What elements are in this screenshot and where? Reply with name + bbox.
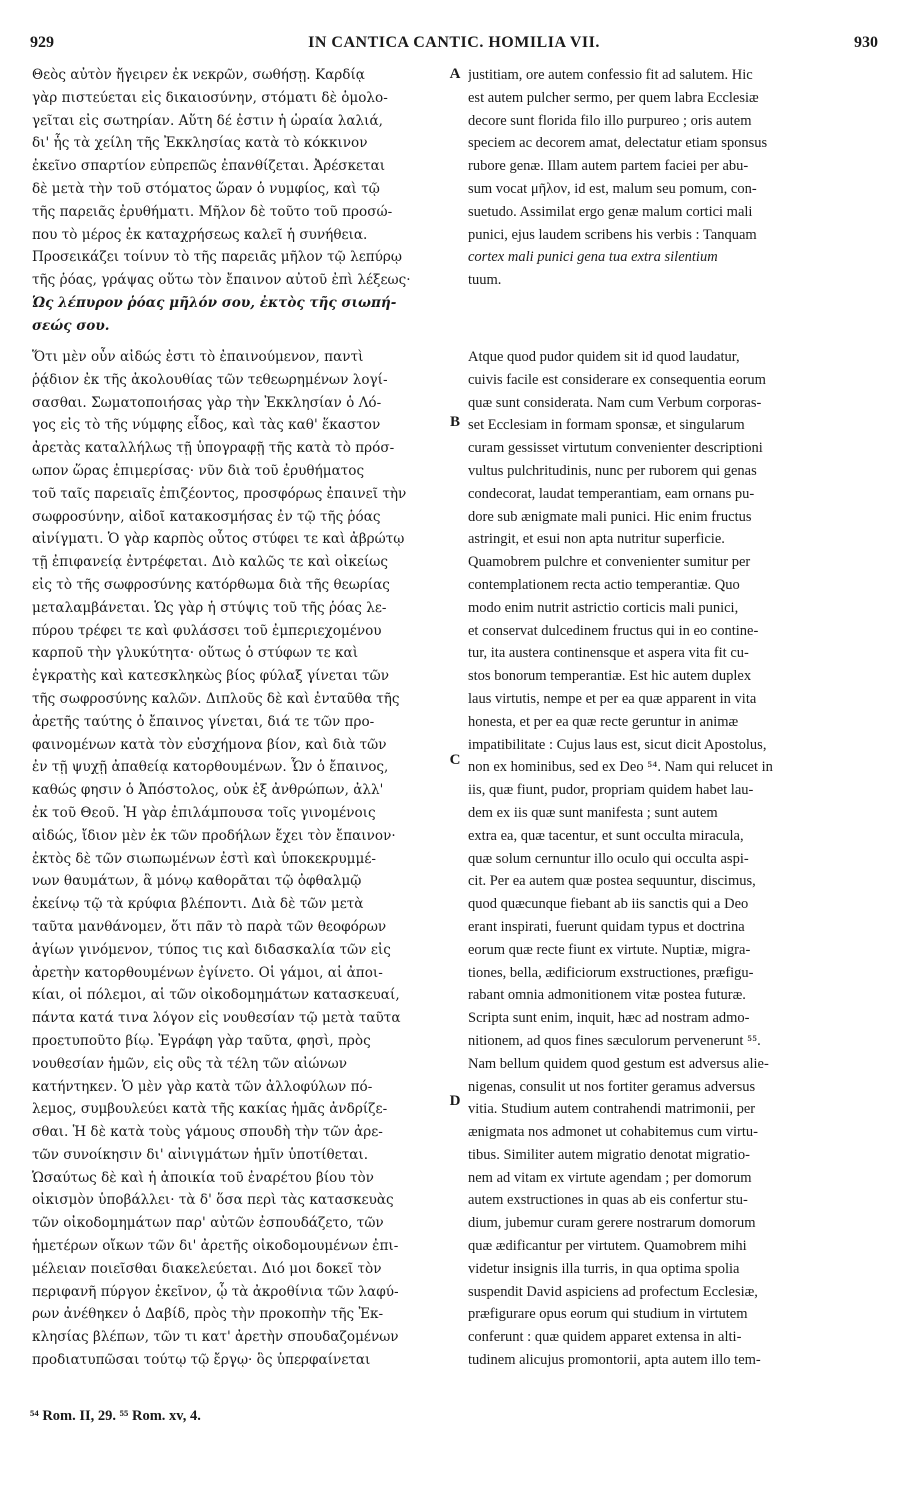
text-line: αἰδώς, ἴδιον μὲν ἐκ τῶν προδήλων ἔχει τὸν ἔπαινον·: [32, 827, 396, 844]
text-line: Quamobrem pulchre et convenienter sumitur per: [468, 554, 751, 571]
text-line: σασθαι. Σωματοποιήσας γὰρ τὴν Ἐκκλησίαν ὁ Λό-: [32, 394, 382, 411]
latin-main-column: [468, 346, 880, 1372]
text-line: κίαι, οἱ πόλεμοι, αἱ τῶν οἰκοδομημάτων κατασκευαί,: [32, 987, 400, 1004]
text-line: suspendit David aspiciens ad profectum Ecclesiæ,: [468, 1283, 758, 1300]
text-line: τῆς σωφροσύνης καλῶν. Διπλοῦς δὲ καὶ ἐνταῦθα τῆς: [32, 690, 400, 707]
text-line: curam gessisset virtutum convenienter descriptioni: [468, 440, 763, 457]
text-line: tuum.: [468, 272, 502, 289]
right-page-number: 930: [854, 34, 878, 51]
text-line: τῆς παρειᾶς ἐρυθήματι. Μῆλον δὲ τοῦτο τοῦ προσώ-: [32, 203, 393, 220]
margin-marker-a: A: [449, 66, 461, 82]
margin-marker-b: B: [449, 414, 460, 430]
text-line: dore sub ænigmate mali punici. Hic enim fructus: [468, 508, 752, 525]
text-line: πάντα κατά τινα λόγον εἰς νουθεσίαν τῷ μετὰ ταῦτα: [32, 1010, 401, 1027]
text-line: ἐν τῇ ψυχῇ ἀπαθείᾳ κατορθουμένων. Ὧν ὁ ἔπαινος,: [32, 759, 389, 776]
text-line: astringit, et esui non apta nutritur superficie.: [468, 531, 725, 548]
text-line: ρων ἀνέθηκεν ὁ Δαβίδ, πρὸς τὴν προκοπὴν τῆς Ἐκ-: [32, 1306, 384, 1323]
text-line: tur, ita austera continensque et aspera vita fit cu-: [468, 645, 749, 662]
margin-marker-c: C: [449, 752, 461, 768]
text-line: nem ad vitam ex virtute agendam ; per domorum: [468, 1169, 752, 1186]
text-line: extra ea, quæ tacentur, et sunt occulta miracula,: [468, 827, 744, 844]
text-line: modo enim nutrit astrictio corticis mali punici,: [468, 599, 739, 616]
text-line: quæ sunt considerata. Nam cum Verbum corporas-: [468, 394, 762, 411]
text-line: contemplationem recta actio temperantiæ. Quo: [468, 576, 740, 593]
text-line: ἁγίων γινόμενον, τύπος τις καὶ διδασκαλία τῶν εἰς: [32, 941, 391, 958]
text-line: προετυποῦτο βίῳ. Ἐγράφη γὰρ ταῦτα, φησὶ, πρὸς: [32, 1032, 371, 1049]
text-line: περιφανῆ πύργον ἐκεῖνον, ᾧ τὰ ἀκροθίνια τῶν λαφύ-: [32, 1283, 399, 1300]
text-line: ἐκεῖνο σπαρτίον εὐπρεπῶς ἐπανθίζεται. Ἀρέσκεται: [32, 158, 386, 175]
text-line: καρποῦ τὴν γλυκύτητα· οὕτως ὁ στύφων τε καὶ: [32, 645, 359, 662]
text-line: ἀρετὴν κατορθουμένων ἐγίνετο. Οἱ γάμοι, αἱ ἀποι-: [32, 964, 383, 981]
text-line: τῆς ῥόας, γράψας οὕτω τὸν ἔπαινον αὐτοῦ ἐπὶ λέξεως·: [32, 272, 411, 289]
text-line: rabant omnia admonitionem vitæ postea futuræ.: [468, 987, 746, 1004]
text-line: ἐκείνῳ τῷ τὰ κρύφια βλέποντι. Διὰ δὲ τῶν μετὰ: [32, 896, 364, 913]
text-line: autem exstructiones in quas ab eis confertur stu-: [468, 1192, 748, 1209]
text-line: πύρου τρέφει τε καὶ φυλάσσει τοῦ ἐμπεριεχομένου: [32, 622, 382, 639]
text-line: προδιατυπῶσαι τούτῳ τῷ ἔργῳ· ὃς ὑπερφαίνεται: [32, 1352, 371, 1369]
text-line: Ὅτι μὲν οὖν αἰδώς ἐστι τὸ ἐπαινούμενον, παντὶ: [32, 349, 364, 365]
text-line: nitionem, ad quos fines sæculorum pervenerunt ⁵⁵.: [468, 1032, 761, 1049]
text-line: impatibilitate : Cujus laus est, sicut dicit Apostolus,: [468, 736, 767, 753]
text-line: stos bonorum temperantiæ. Est hic autem duplex: [468, 668, 752, 685]
text-line: τῇ ἐπιφανείᾳ ἐντρέφεται. Διὸ καλῶς τε καὶ οἰκείως: [32, 554, 388, 571]
text-line: ωπον ὥρας ἐπιμερίσας· νῦν διὰ τοῦ ἐρυθήματος: [32, 462, 365, 479]
text-line: punici, ejus laudem scribens his verbis : Tanquam: [468, 226, 757, 243]
text-line: τῶν οἰκοδομημάτων παρ' αὐτῶν ἐσπουδάζετο, τῶν: [32, 1215, 384, 1232]
text-line: ἐκ τοῦ Θεοῦ. Ἡ γὰρ ἐπιλάμπουσα τοῖς γινομένοις: [32, 804, 376, 821]
text-line: tiones, bella, ædificiorum exstructiones, præfigu-: [468, 964, 754, 981]
text-line: videtur insignis illa turris, in qua optima spolia: [468, 1260, 740, 1277]
text-line: condecorat, laudat temperantiam, eam ornans pu-: [468, 485, 755, 502]
text-line: quod quæcunque fiebant ab iis sanctis qui a Deo: [468, 896, 749, 913]
text-line: ταῦτα μανθάνομεν, ὅτι πᾶν τὸ παρὰ τῶν θεοφόρων: [32, 918, 387, 935]
text-line: σεώς σου.: [32, 317, 110, 334]
text-line: decore sunt florida filo illo purpureo ; oris autem: [468, 112, 752, 129]
text-line: non ex hominibus, sed ex Deo ⁵⁴. Nam qui relucet in: [468, 759, 773, 776]
text-line: μεταλαμβάνεται. Ὡς γὰρ ἡ στύψις τοῦ τῆς ῥόας λε-: [32, 599, 387, 616]
greek-intro-column: [32, 64, 446, 338]
text-line: est autem pulcher sermo, per quem labra Ecclesiæ: [468, 89, 759, 106]
text-line: ἐκτὸς δὲ τῶν σιωπωμένων ἐστὶ καὶ ὑποκεκρυμμέ-: [32, 850, 376, 867]
text-line: speciem ac decorem amat, delectatur etiam sponsus: [468, 135, 768, 152]
text-line: cuivis facile est considerare ex consequentia eorum: [468, 371, 766, 388]
text-line: δι' ἧς τὰ χείλη τῆς Ἐκκλησίας κατὰ τὸ κόκκινον: [32, 135, 368, 152]
text-line: cortex mali punici gena tua extra silentium: [468, 249, 718, 266]
text-line: dium, jubemur curam gerere nostrarum domorum: [468, 1215, 756, 1232]
text-line: τῶν συνοίκησιν δι' αἰνιγμάτων ἡμῖν ὑποτίθεται.: [32, 1146, 369, 1163]
text-line: φαινομένων κατὰ τὸν εὐσχήμονα βίον, καὶ διὰ τῶν: [32, 736, 387, 753]
text-line: Atque quod pudor quidem sit id quod laudatur,: [468, 349, 740, 365]
text-line: Ὡς λέπυρον ῥόας μῆλόν σου, ἐκτὸς τῆς σιωπή-: [32, 294, 397, 311]
text-line: Προσεικάζει τοίνυν τὸ τῆς παρειᾶς μῆλον τῷ λεπύρῳ: [32, 249, 403, 266]
text-line: vultus pulchritudinis, nunc per ruborem qui genas: [468, 462, 757, 479]
text-line: rubore genæ. Illam autem partem faciei per abu-: [468, 158, 749, 175]
text-line: sum vocat μῆλον, id est, malum seu pomum, con-: [468, 180, 757, 197]
text-line: γὰρ πιστεύεται εἰς δικαιοσύνην, στόματι δὲ ὁμολο-: [32, 89, 388, 106]
page-header: [30, 34, 878, 56]
text-line: τοῦ ταῖς παρειαῖς ἐπιζέοντος, προσφόρως ἐπαινεῖ τὴν: [32, 485, 407, 502]
text-line: suetudo. Assimilat ergo genæ malum cortici mali: [468, 203, 753, 220]
text-line: ænigmata nos admonet ut cohabitemus cum virtu-: [468, 1124, 758, 1141]
text-line: κατήντηκεν. Ὁ μὲν γὰρ κατὰ τῶν ἀλλοφύλων πό-: [32, 1078, 373, 1095]
text-line: justitiam, ore autem confessio fit ad salutem. Hic: [468, 67, 753, 83]
margin-marker-d: D: [449, 1093, 461, 1109]
text-line: δὲ μετὰ τὴν τοῦ στόματος ὥραν ὁ νυμφίος, καὶ τῷ: [32, 180, 380, 197]
text-line: ἡμετέρων οἴκων τῶν δι' ἀρετῆς οἰκοδομουμένων ἐπι-: [32, 1238, 399, 1255]
text-line: γεῖται εἰς σωτηρίαν. Αὕτη δέ ἐστιν ἡ ὡραία λαλιά,: [32, 112, 384, 129]
text-line: ἀρετῆς ταύτης ὁ ἔπαινος γίνεται, διά τε τῶν προ-: [32, 713, 375, 730]
text-line: quæ ædificantur per virtutem. Quamobrem mihi: [468, 1238, 747, 1255]
text-line: Nam bellum quidem quod gestum est adversus alie-: [468, 1055, 769, 1072]
text-line: iis, quæ fiunt, pudor, propriam quidem habet lau-: [468, 782, 754, 799]
text-line: που τὸ μέρος ἐκ καταχρήσεως καλεῖ ἡ συνήθεια.: [32, 226, 368, 243]
text-line: eorum quæ recte fiunt ex virtute. Nuptiæ, migra-: [468, 941, 751, 958]
text-line: ἐγκρατὴς καὶ κατεσκληκὼς βίος φύλαξ γίνεται τῶν: [32, 668, 389, 685]
left-page-number: 929: [30, 34, 54, 51]
text-line: Ὡσαύτως δὲ καὶ ἡ ἀποικία τοῦ ἐναρέτου βίου τὸν: [32, 1169, 374, 1186]
text-line: νουθεσίαν ἡμῶν, εἰς οὓς τὰ τέλη τῶν αἰώνων: [32, 1055, 348, 1072]
running-title: IN CANTICA CANTIC. HOMILIA VII.: [308, 34, 600, 51]
text-line: nigenas, consulit ut nos fortiter geramus adversus: [468, 1078, 756, 1095]
text-line: γος εἰς τὸ τῆς νύμφης εἶδος, καὶ τὰς καθ' ἕκαστον: [32, 417, 381, 434]
text-line: Θεὸς αὐτὸν ἤγειρεν ἐκ νεκρῶν, σωθήσῃ. Καρδίᾳ: [32, 67, 365, 83]
text-line: tudinem alicujus promontorii, apta autem illo tem-: [468, 1352, 761, 1369]
text-line: laus virtutis, nempe et per ea quæ apparent in vita: [468, 690, 757, 707]
text-line: et conservat dulcedinem fructus qui in eo contine-: [468, 622, 759, 639]
text-line: νων θαυμάτων, ἃ μόνῳ καθορᾶται τῷ ὀφθαλμῷ: [32, 873, 362, 890]
text-line: ἀρετὰς καταλλήλως τῇ ὑπογραφῇ τῆς κατὰ τὸ πρόσ-: [32, 440, 395, 457]
text-line: μέλειαν ποιεῖσθαι διακελεύεται. Διό μοι δοκεῖ τὸν: [32, 1260, 382, 1277]
text-line: dem ex iis quæ sunt manifesta ; sunt autem: [468, 804, 718, 821]
text-line: σθαι. Ἡ δὲ κατὰ τοὺς γάμους σπουδὴ τὴν τῶν ἀρε-: [32, 1124, 383, 1141]
text-line: cit. Per ea autem quæ postea sequuntur, discimus,: [468, 873, 756, 890]
text-line: honesta, et per ea quæ recte geruntur in animæ: [468, 713, 739, 730]
text-line: Scripta sunt enim, inquit, hæc ad nostram admo-: [468, 1010, 750, 1027]
text-line: σωφροσύνην, αἰδοῖ κατακοσμήσας ἐν τῷ τῆς ῥόας: [32, 508, 381, 525]
text-line: tibus. Similiter autem migratio denotat migratio-: [468, 1146, 750, 1163]
text-line: conferunt : quæ quidem apparet extensa in alti-: [468, 1329, 742, 1346]
text-line: set Ecclesiam in formam sponsæ, et singularum: [468, 417, 745, 434]
text-line: erant inspirati, fuerunt quidam typus et doctrina: [468, 918, 745, 935]
text-line: præfigurare opus eorum qui studium in virtutem: [468, 1306, 748, 1323]
text-line: κλησίας βλέπων, τῶν τι κατ' ἀρετὴν σπουδαζομένων: [32, 1329, 399, 1346]
text-line: εἰς τὸ τῆς σωφροσύνης κατόρθωμα διὰ τῆς θεωρίας: [32, 576, 390, 593]
text-line: λεμος, συμβουλεύει κατὰ τῆς κακίας ἡμᾶς ἀνδρίζε-: [32, 1101, 388, 1118]
text-line: ῥᾴδιον ἐκ τῆς ἀκολουθίας τῶν τεθεωρημένων λογί-: [32, 371, 388, 388]
text-line: quæ solum cernuntur illo oculo qui occulta aspi-: [468, 850, 749, 867]
text-line: αἰνίγματι. Ὁ γὰρ καρπὸς οὗτος στύφει τε καὶ ἀβρώτῳ: [32, 531, 405, 548]
text-line: καθώς φησιν ὁ Ἀπόστολος, οὐκ ἐξ ἀνθρώπων, ἀλλ': [32, 782, 384, 799]
latin-intro-column: [468, 64, 880, 292]
text-line: οἰκισμὸν ὑποβάλλει· τὰ δ' ὅσα περὶ τὰς κατασκευὰς: [32, 1192, 394, 1209]
footnotes: ⁵⁴ Rom. II, 29. ⁵⁵ Rom. xv, 4.: [30, 1408, 201, 1424]
text-line: vitia. Studium autem contrahendi matrimonii, per: [468, 1101, 756, 1118]
greek-main-column: [32, 346, 446, 1372]
